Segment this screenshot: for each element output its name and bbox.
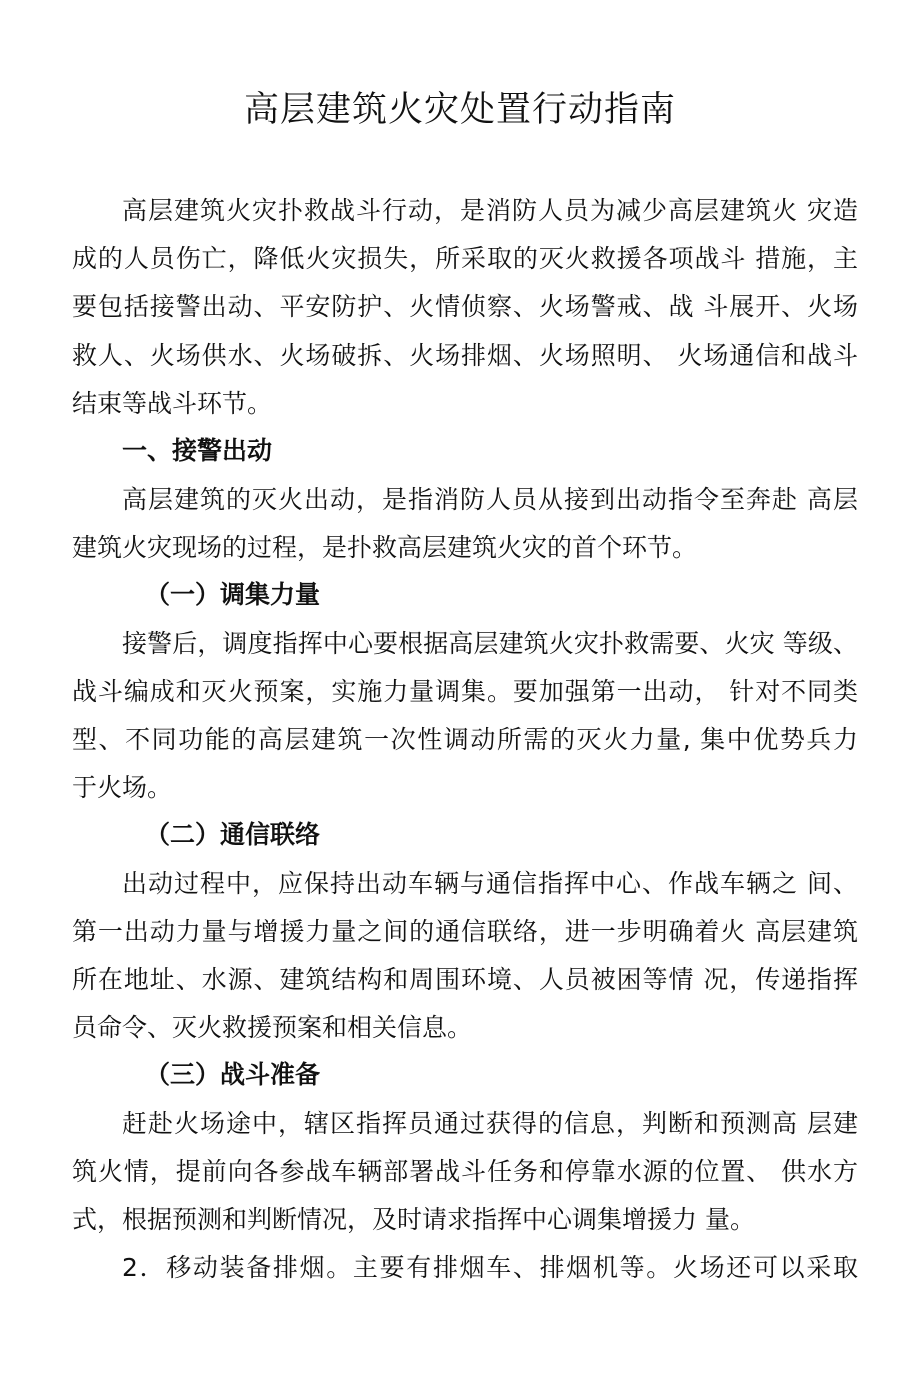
body-line: 战斗编成和灭火预案，实施力量调集。要加强第一出动， 针对不同类 <box>72 677 858 706</box>
intro-line: 高层建筑火灾扑救战斗行动，是消防人员为减少高层建筑火 灾造 <box>122 196 858 225</box>
body-line: 员命令、灭火救援预案和相关信息。 <box>72 1013 473 1042</box>
body-line: 赶赴火场途中，辖区指挥员通过获得的信息，判断和预测高 层建 <box>122 1109 858 1138</box>
body-line: 高层建筑的灭火出动，是指消防人员从接到出动指令至奔赴 高层 <box>122 485 858 514</box>
intro-line: 结束等战斗环节。 <box>72 389 273 418</box>
body-line: 于火场。 <box>72 773 173 802</box>
body-line: 建筑火灾现场的过程，是扑救高层建筑火灾的首个环节。 <box>72 533 698 562</box>
intro-line: 成的人员伤亡，降低火灾损失，所采取的灭火救援各项战斗 措施，主 <box>72 244 858 273</box>
section-heading: 一、接警出动 <box>122 436 273 465</box>
body-line: 型、不同功能的高层建筑一次性调动所需的灭火力量, 集中优势兵力 <box>72 725 858 754</box>
subsection-heading: （三）战斗准备 <box>145 1060 321 1089</box>
subsection-heading: （二）通信联络 <box>145 820 321 849</box>
intro-line: 救人、火场供水、火场破拆、火场排烟、火场照明、 火场通信和战斗 <box>72 341 858 370</box>
subsection-heading: （一）调集力量 <box>145 580 321 609</box>
body-line: 式，根据预测和判断情况，及时请求指挥中心调集增援力 量。 <box>72 1205 755 1234</box>
body-line: 第一出动力量与增援力量之间的通信联络，进一步明确着火 高层建筑 <box>72 917 858 946</box>
body-line: 接警后，调度指挥中心要根据高层建筑火灾扑救需要、火灾 等级、 <box>122 629 858 658</box>
document-title: 高层建筑火灾处置行动指南 <box>243 90 676 130</box>
body-line: 出动过程中，应保持出动车辆与通信指挥中心、作战车辆之 间、 <box>122 869 858 898</box>
body-line: 所在地址、水源、建筑结构和周围环境、人员被困等情 况，传递指挥 <box>72 965 858 994</box>
body-line: 筑火情，提前向各参战车辆部署战斗任务和停靠水源的位置、 供水方 <box>72 1157 858 1186</box>
list-item: 2．移动装备排烟。主要有排烟车、排烟机等。火场还可以采取 <box>122 1253 858 1282</box>
intro-line: 要包括接警出动、平安防护、火情侦察、火场警戒、战 斗展开、火场 <box>72 292 858 321</box>
